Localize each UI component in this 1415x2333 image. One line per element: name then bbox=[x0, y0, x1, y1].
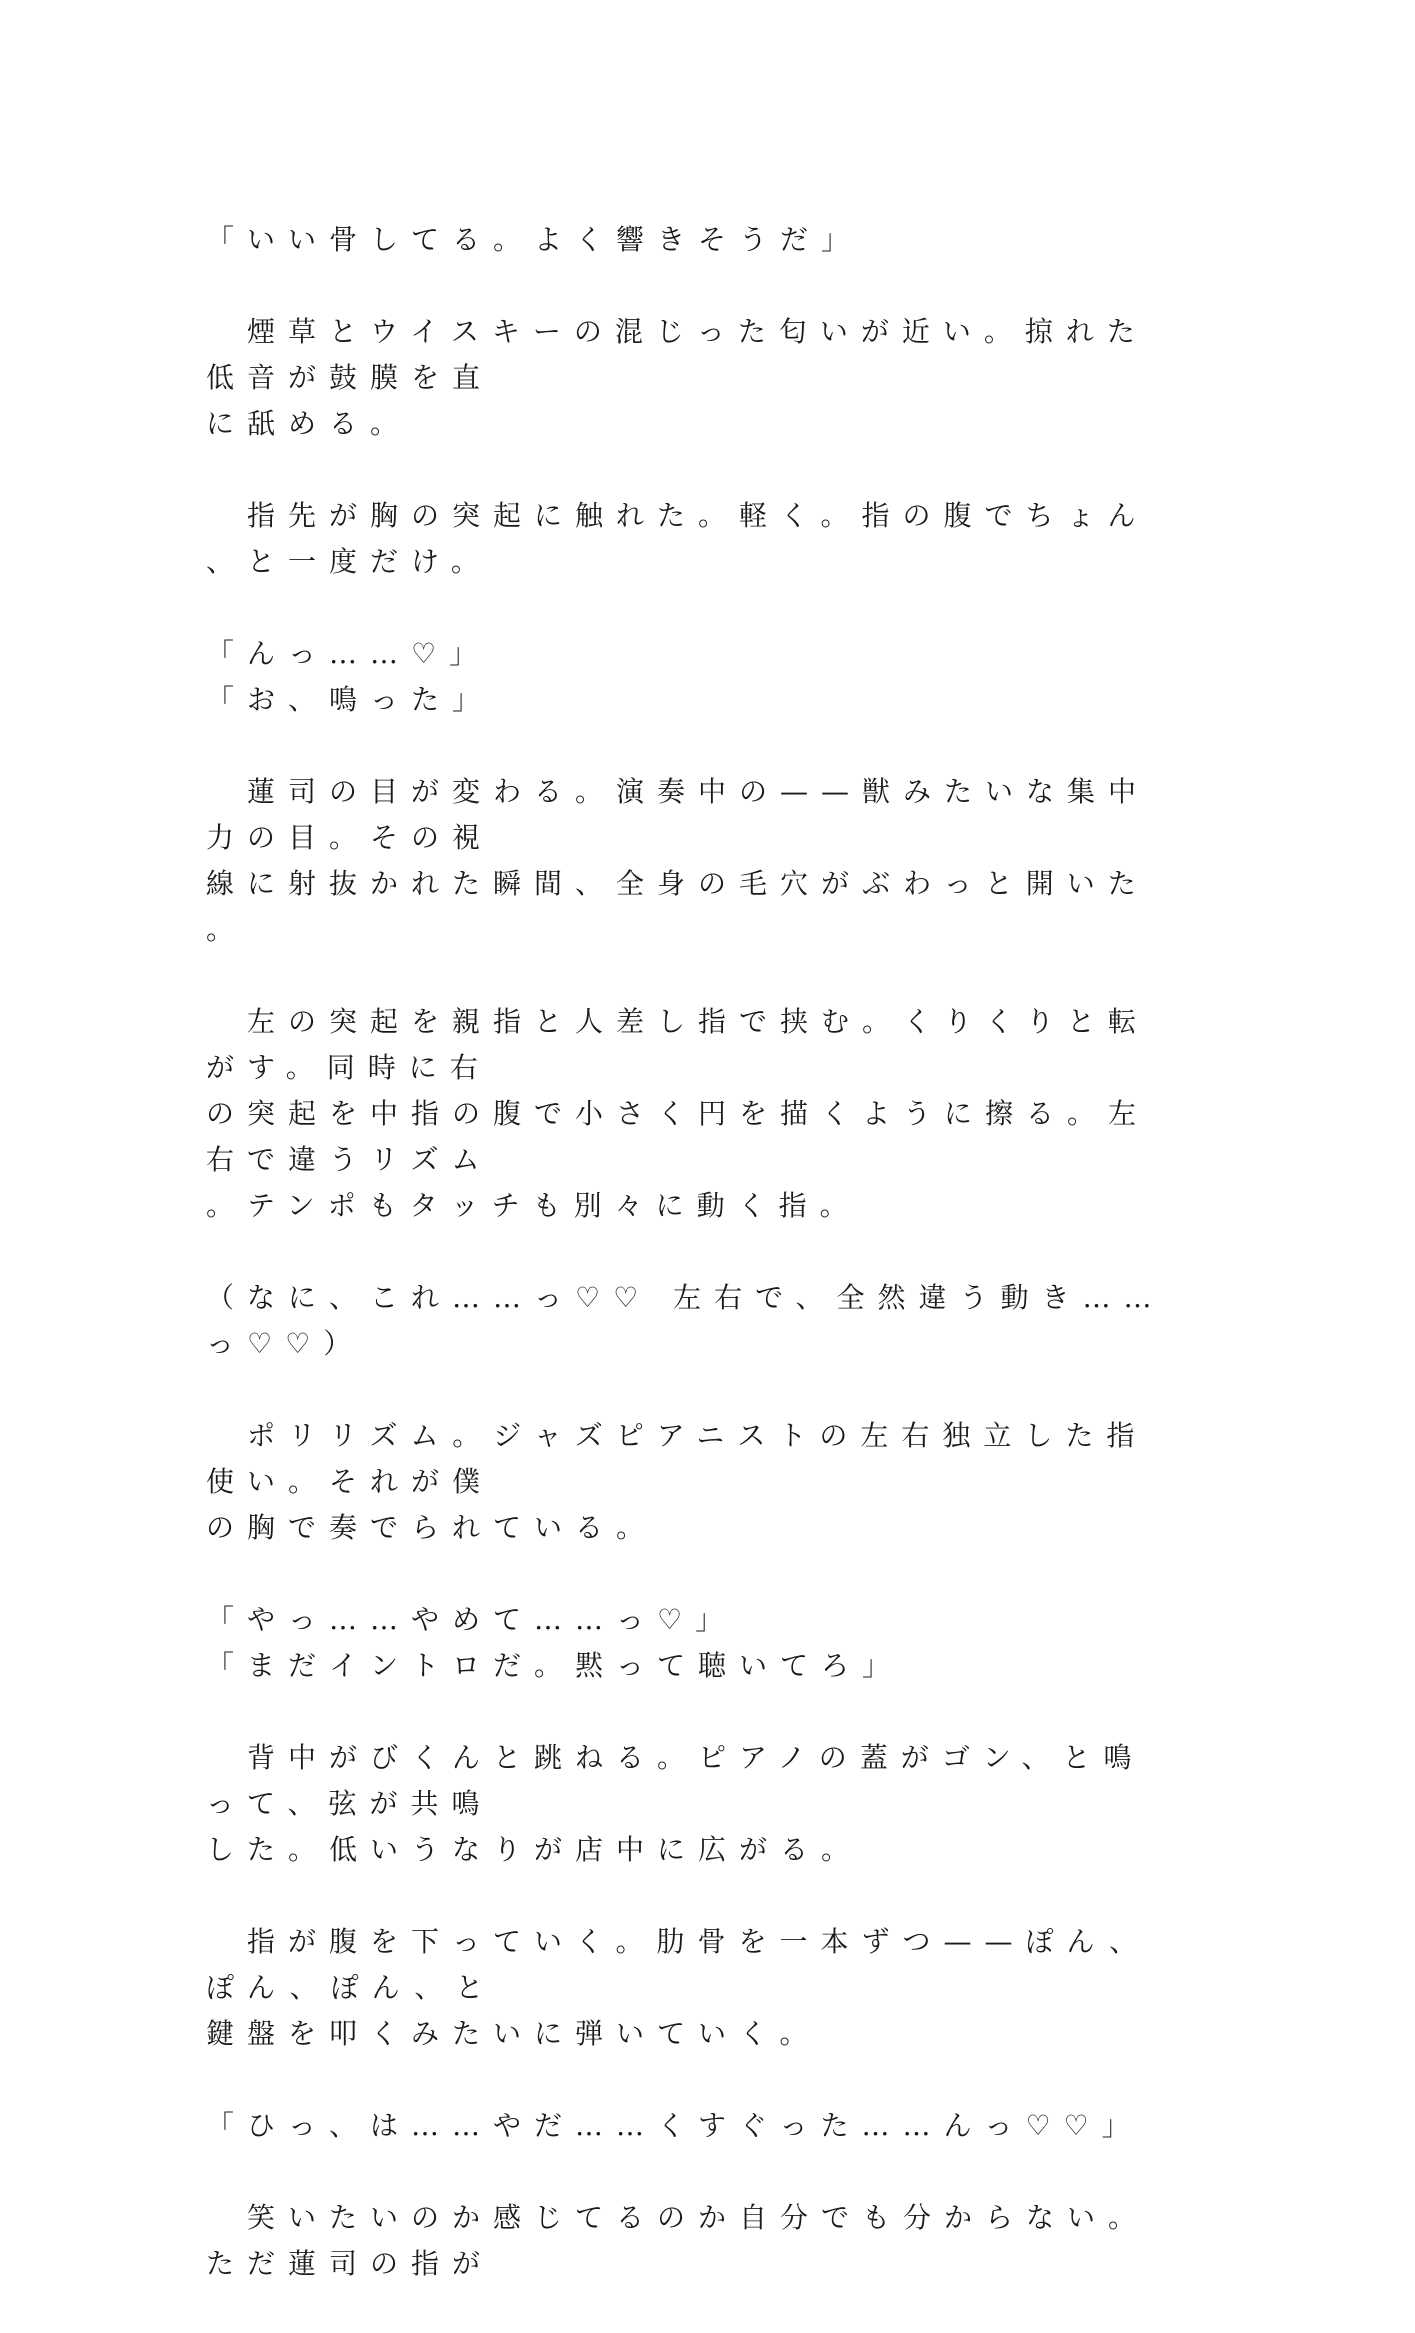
paragraph bbox=[206, 1597, 1170, 1689]
paragraph bbox=[206, 2103, 1170, 2149]
text-line: 「お、鳴った」 bbox=[206, 683, 494, 716]
paragraph bbox=[206, 631, 1170, 723]
text-line: した。低いうなりが店中に広がる。 bbox=[206, 1833, 863, 1866]
text-line: 「まだイントロだ。黙って聴いてろ」 bbox=[206, 1649, 904, 1682]
text-line: の突起を中指の腹で小さく円を描くように擦る。左右で違うリズム bbox=[206, 1097, 1150, 1176]
text-line: 笑いたいのか感じてるのか自分でも分からない。ただ蓮司の指が bbox=[206, 2201, 1150, 2280]
paragraph bbox=[206, 217, 1170, 263]
text-line: 蓮司の目が変わる。演奏中の——獣みたいな集中力の目。その視 bbox=[206, 775, 1150, 854]
text-line: 指が腹を下っていく。肋骨を一本ずつ——ぽん、ぽん、ぽん、と bbox=[206, 1925, 1151, 2004]
paragraph bbox=[206, 769, 1170, 953]
paragraph bbox=[206, 1735, 1170, 1873]
text-line: 。テンポもタッチも別々に動く指。 bbox=[206, 1189, 861, 1222]
text-line: 左の突起を親指と人差し指で挟む。くりくりと転がす。同時に右 bbox=[206, 1005, 1150, 1084]
text-line: 「ひっ、は……やだ……くすぐった……んっ♡♡」 bbox=[206, 2109, 1143, 2142]
text-line: （なに、これ……っ♡♡ 左右で、全然違う動き……っ♡♡） bbox=[206, 1281, 1165, 1360]
document-page bbox=[206, 217, 1170, 2333]
text-line: 「やっ……やめて……っ♡」 bbox=[206, 1603, 737, 1636]
paragraph bbox=[206, 493, 1170, 585]
paragraph bbox=[206, 1275, 1170, 1367]
text-line: 「んっ……♡」 bbox=[206, 637, 491, 670]
paragraph bbox=[206, 999, 1170, 1229]
text-line: ポリリズム。ジャズピアニストの左右独立した指使い。それが僕 bbox=[206, 1419, 1148, 1498]
text-line: 背中がびくんと跳ねる。ピアノの蓋がゴン、と鳴って、弦が共鳴 bbox=[206, 1741, 1145, 1820]
paragraph bbox=[206, 2195, 1170, 2287]
text-line: に舐める。 bbox=[206, 407, 412, 440]
paragraph bbox=[206, 1413, 1170, 1551]
text-line: の胸で奏でられている。 bbox=[206, 1511, 658, 1544]
paragraph bbox=[206, 309, 1170, 447]
text-line: 鍵盤を叩くみたいに弾いていく。 bbox=[206, 2017, 821, 2050]
paragraph bbox=[206, 1919, 1170, 2057]
text-line: 線に射抜かれた瞬間、全身の毛穴がぶわっと開いた。 bbox=[206, 867, 1149, 946]
text-line: 指先が胸の突起に触れた。軽く。指の腹でちょん、と一度だけ。 bbox=[206, 499, 1149, 578]
text-line: 煙草とウイスキーの混じった匂いが近い。掠れた低音が鼓膜を直 bbox=[206, 315, 1148, 394]
text-line: 「いい骨してる。よく響きそうだ」 bbox=[206, 223, 863, 256]
